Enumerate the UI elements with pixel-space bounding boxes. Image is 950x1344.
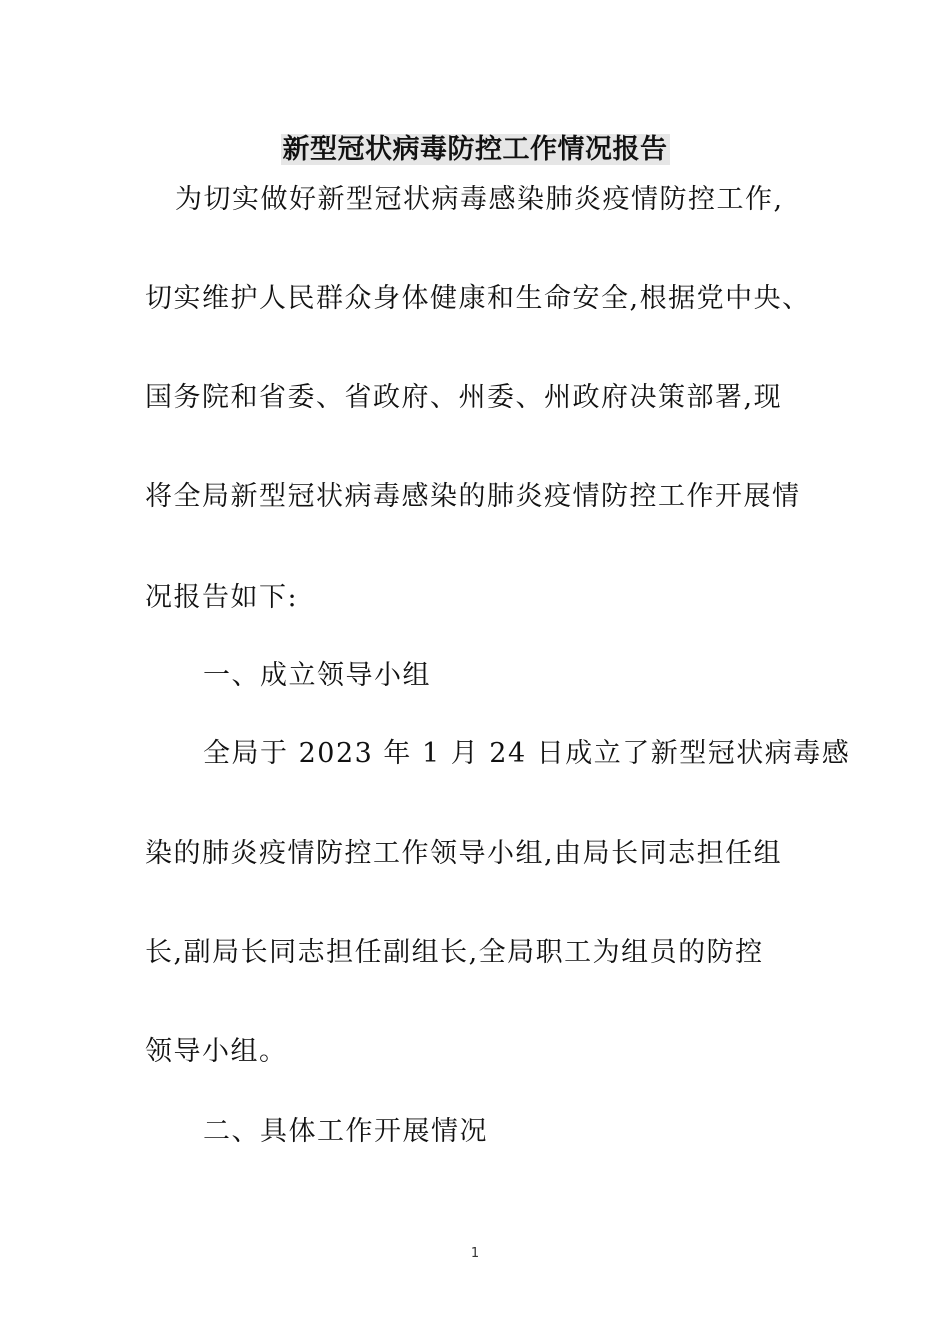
paragraph-line: 染的肺炎疫情防控工作领导小组,由局长同志担任组: [145, 838, 783, 869]
paragraph-line: 将全局新型冠状病毒感染的肺炎疫情防控工作开展情: [145, 481, 801, 512]
paragraph-line: 长,副局长同志担任副组长,全局职工为组员的防控: [145, 937, 764, 968]
section-heading: 二、具体工作开展情况: [203, 1116, 488, 1147]
paragraph-line: 全局于 2023 年 1 月 24 日成立了新型冠状病毒感: [203, 738, 851, 769]
section-heading: 一、成立领导小组: [203, 660, 431, 691]
paragraph-line: 况报告如下:: [145, 582, 299, 613]
paragraph-line: 切实维护人民群众身体健康和生命安全,根据党中央、: [145, 283, 811, 314]
paragraph-line: 国务院和省委、省政府、州委、州政府决策部署,现: [145, 382, 783, 413]
paragraph-line: 为切实做好新型冠状病毒感染肺炎疫情防控工作,: [175, 184, 784, 215]
paragraph-line: 领导小组。: [145, 1036, 288, 1067]
document-title: [0, 132, 950, 168]
page-number: 1: [470, 1246, 480, 1261]
document-title-text: 新型冠状病毒防控工作情况报告: [282, 134, 668, 165]
